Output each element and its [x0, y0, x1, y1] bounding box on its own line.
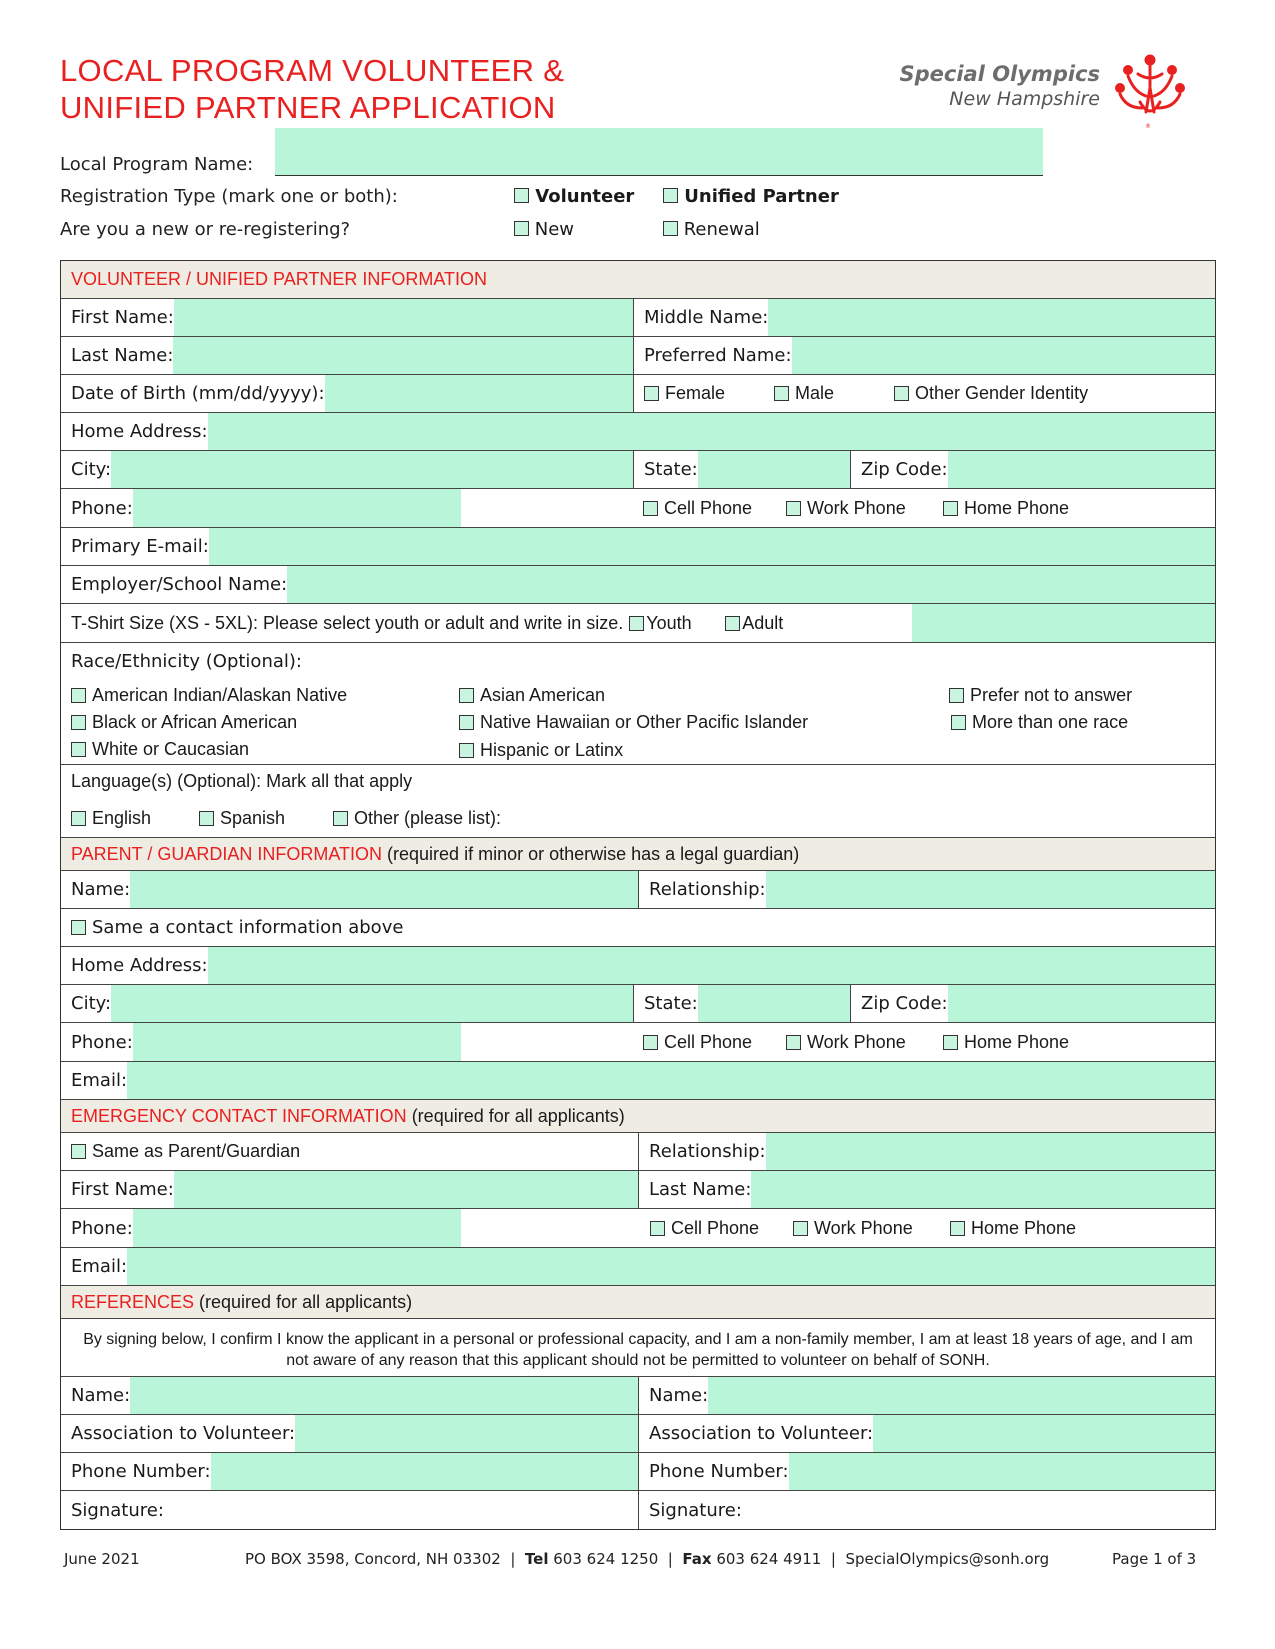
email-field[interactable]	[209, 528, 1215, 565]
home-address-field[interactable]	[208, 413, 1215, 450]
other-gender-option[interactable]: Other Gender Identity	[894, 383, 1088, 404]
language-english-checkbox[interactable]	[71, 811, 86, 826]
tshirt-label: T-Shirt Size (XS - 5XL): Please select youth or adult and write in size.	[71, 612, 624, 633]
race-american-indian[interactable]: American Indian/Alaskan Native	[71, 685, 347, 706]
reference1-phone-field[interactable]	[211, 1453, 638, 1490]
title-line-2: UNIFIED PARTNER APPLICATION	[60, 90, 556, 125]
email-cell: Primary E-mail:	[61, 528, 1215, 565]
female-checkbox[interactable]	[644, 386, 659, 401]
renewal-option[interactable]: Renewal	[663, 219, 760, 240]
home-address-cell: Home Address:	[61, 413, 1215, 450]
footer-date: June 2021	[64, 1550, 140, 1568]
guardian-email-row	[61, 1062, 1215, 1100]
adult-option[interactable]: Adult	[725, 613, 783, 634]
emergency-phone-field[interactable]	[133, 1209, 461, 1247]
race-more-than-one-checkbox[interactable]	[951, 715, 966, 730]
zip-field[interactable]	[948, 451, 1215, 488]
cell-phone-checkbox[interactable]	[643, 501, 658, 516]
home-phone-option[interactable]: Home Phone	[943, 498, 1069, 519]
guardian-same-cell	[61, 909, 1215, 946]
reference2-association-cell: Association to Volunteer:	[638, 1415, 1215, 1452]
reference1-signature-cell[interactable]: Signature:	[71, 1499, 164, 1521]
local-program-name-field[interactable]	[275, 128, 1043, 176]
application-form	[60, 260, 1216, 1530]
guardian-cell-phone-option[interactable]: Cell Phone	[643, 1032, 786, 1053]
name-row	[61, 299, 1215, 337]
male-option[interactable]: Male	[774, 383, 894, 404]
reference1-name-cell: Name:	[61, 1377, 638, 1414]
last-name-field[interactable]	[173, 337, 633, 374]
reference1-association-cell: Association to Volunteer:	[61, 1415, 638, 1452]
local-program-name-label: Local Program Name:	[60, 154, 254, 175]
emergency-relationship-cell: Relationship:	[638, 1133, 1215, 1170]
reference-association-row	[61, 1415, 1215, 1453]
emergency-email-row	[61, 1248, 1215, 1286]
guardian-home-phone-checkbox[interactable]	[943, 1035, 958, 1050]
reference2-name-cell: Name:	[638, 1377, 1215, 1414]
guardian-work-phone-checkbox[interactable]	[786, 1035, 801, 1050]
employer-field[interactable]	[287, 566, 1215, 603]
reference2-name-field[interactable]	[708, 1377, 1215, 1414]
guardian-same-option[interactable]: Same a contact information above	[71, 917, 403, 938]
references-note-row	[61, 1319, 1215, 1377]
reference-name-row	[61, 1377, 1215, 1415]
race-native-hawaiian[interactable]: Native Hawaiian or Other Pacific Islander	[459, 712, 808, 733]
guardian-name-cell: Name:	[61, 871, 638, 908]
male-checkbox[interactable]	[774, 386, 789, 401]
unified-partner-option[interactable]: Unified Partner	[663, 186, 839, 207]
guardian-phone-type-cell	[461, 1023, 1215, 1061]
middle-name-field[interactable]	[768, 299, 1215, 336]
reference2-phone-cell: Phone Number:	[638, 1453, 1215, 1490]
unified-partner-checkbox[interactable]	[663, 188, 678, 203]
guardian-cell-phone-checkbox[interactable]	[643, 1035, 658, 1050]
tshirt-size-field[interactable]	[912, 604, 1215, 642]
new-option[interactable]: New	[514, 219, 574, 240]
guardian-same-checkbox[interactable]	[71, 920, 86, 935]
reference1-phone-cell: Phone Number:	[61, 1453, 638, 1490]
language-other[interactable]: Other (please list):	[333, 808, 501, 829]
emergency-name-row	[61, 1171, 1215, 1209]
dob-cell: Date of Birth (mm/dd/yyyy):	[61, 375, 633, 412]
race-white[interactable]: White or Caucasian	[71, 739, 249, 760]
footer-page: Page 1 of 3	[1112, 1550, 1197, 1568]
tshirt-cell	[61, 604, 1215, 642]
race-hispanic-checkbox[interactable]	[459, 743, 474, 758]
emergency-section-header: EMERGENCY CONTACT INFORMATION (required for all applicants)	[61, 1100, 1215, 1133]
guardian-phone-cell: Phone:	[61, 1023, 461, 1061]
language-grid	[61, 765, 1215, 838]
language-other-checkbox[interactable]	[333, 811, 348, 826]
guardian-relationship-field[interactable]	[766, 871, 1215, 908]
guardian-address-field[interactable]	[208, 947, 1215, 984]
email-row	[61, 528, 1215, 566]
gender-cell	[633, 375, 1215, 412]
race-prefer-not-checkbox[interactable]	[949, 688, 964, 703]
volunteer-checkbox[interactable]	[514, 188, 529, 203]
guardian-email-cell: Email:	[61, 1062, 1215, 1099]
guardian-section-header: PARENT / GUARDIAN INFORMATION (required if minor or otherwise has a legal guardian)	[61, 838, 1215, 871]
cell-phone-option[interactable]: Cell Phone	[643, 498, 786, 519]
preferred-name-cell: Preferred Name:	[633, 337, 1215, 374]
reference1-name-field[interactable]	[130, 1377, 638, 1414]
guardian-name-field[interactable]	[130, 871, 638, 908]
emergency-phone-type-cell	[461, 1209, 1215, 1247]
svg-text:®: ®	[1145, 123, 1151, 130]
race-white-checkbox[interactable]	[71, 742, 86, 757]
preferred-name-field[interactable]	[792, 337, 1215, 374]
guardian-work-phone-option[interactable]: Work Phone	[786, 1032, 943, 1053]
reference-signature-row	[61, 1491, 1215, 1529]
first-name-cell: First Name:	[61, 299, 633, 336]
reference2-signature-cell[interactable]: Signature:	[638, 1491, 1215, 1529]
phone-field[interactable]	[133, 489, 461, 527]
adult-checkbox[interactable]	[725, 616, 740, 631]
emergency-home-phone-checkbox[interactable]	[950, 1221, 965, 1236]
guardian-email-field[interactable]	[127, 1062, 1215, 1099]
emergency-last-name-field[interactable]	[751, 1171, 1215, 1208]
state-field[interactable]	[698, 451, 850, 488]
work-phone-option[interactable]: Work Phone	[786, 498, 943, 519]
other-gender-checkbox[interactable]	[894, 386, 909, 401]
dob-gender-row	[61, 375, 1215, 413]
local-program-underline	[275, 175, 1043, 176]
emergency-same-cell	[61, 1133, 638, 1170]
new-or-renew-label: Are you a new or re-registering?	[60, 219, 351, 240]
race-grid	[61, 643, 1215, 765]
race-asian-checkbox[interactable]	[459, 688, 474, 703]
guardian-city-row	[61, 985, 1215, 1023]
language-row	[61, 765, 1215, 838]
race-hispanic[interactable]: Hispanic or Latinx	[459, 740, 623, 761]
home-phone-checkbox[interactable]	[943, 501, 958, 516]
special-olympics-emblem-icon	[1112, 52, 1188, 135]
logo-main-text: Special Olympics	[899, 62, 1100, 86]
emergency-same-checkbox[interactable]	[71, 1144, 86, 1159]
race-row	[61, 643, 1215, 765]
language-english[interactable]: English	[71, 808, 151, 829]
city-state-zip-row	[61, 451, 1215, 489]
zip-cell: Zip Code:	[850, 451, 1215, 488]
emergency-home-phone-option[interactable]: Home Phone	[950, 1218, 1076, 1239]
guardian-relationship-cell: Relationship:	[638, 871, 1215, 908]
emergency-first-name-field[interactable]	[174, 1171, 638, 1208]
phone-type-cell	[461, 489, 1215, 527]
work-phone-checkbox[interactable]	[786, 501, 801, 516]
race-black[interactable]: Black or African American	[71, 712, 297, 733]
guardian-state-field[interactable]	[698, 985, 850, 1022]
language-label: Language(s) (Optional): Mark all that apply	[71, 771, 413, 791]
emergency-phone-cell: Phone:	[61, 1209, 461, 1247]
state-cell: State:	[633, 451, 850, 488]
renewal-checkbox[interactable]	[663, 221, 678, 236]
emergency-relationship-row	[61, 1133, 1215, 1171]
guardian-zip-cell: Zip Code:	[850, 985, 1215, 1022]
guardian-address-cell: Home Address:	[61, 947, 1215, 984]
guardian-zip-field[interactable]	[948, 985, 1215, 1022]
volunteer-option[interactable]: Volunteer	[514, 186, 634, 207]
race-asian[interactable]: Asian American	[459, 685, 605, 706]
guardian-address-row	[61, 947, 1215, 985]
footer-contact: PO BOX 3598, Concord, NH 03302 | Tel 603 624 1250 | Fax 603 624 4911 | SpecialOlympics@sonh.org	[245, 1550, 1050, 1568]
logo-sub-text: New Hampshire	[949, 88, 1100, 110]
race-native-hawaiian-checkbox[interactable]	[459, 715, 474, 730]
reference2-association-field[interactable]	[873, 1415, 1215, 1452]
emergency-same-option[interactable]: Same as Parent/Guardian	[71, 1141, 300, 1162]
emergency-phone-row	[61, 1209, 1215, 1248]
employer-cell: Employer/School Name:	[61, 566, 1215, 603]
phone-cell: Phone:	[61, 489, 461, 527]
guardian-same-row	[61, 909, 1215, 947]
first-name-field[interactable]	[174, 299, 633, 336]
middle-name-cell: Middle Name:	[633, 299, 1215, 336]
footer-email-link[interactable]: SpecialOlympics@sonh.org	[845, 1550, 1050, 1568]
emergency-cell-phone-option[interactable]: Cell Phone	[650, 1218, 793, 1239]
phone-row	[61, 489, 1215, 528]
youth-checkbox[interactable]	[629, 616, 644, 631]
race-american-indian-checkbox[interactable]	[71, 688, 86, 703]
emergency-relationship-field[interactable]	[766, 1133, 1215, 1170]
reference2-phone-field[interactable]	[789, 1453, 1215, 1490]
emergency-work-phone-option[interactable]: Work Phone	[793, 1218, 950, 1239]
emergency-email-field[interactable]	[127, 1248, 1215, 1285]
guardian-state-cell: State:	[633, 985, 850, 1022]
city-cell: City:	[61, 451, 633, 488]
tshirt-row	[61, 604, 1215, 643]
guardian-phone-row	[61, 1023, 1215, 1062]
emergency-work-phone-checkbox[interactable]	[793, 1221, 808, 1236]
home-address-row	[61, 413, 1215, 451]
language-spanish-checkbox[interactable]	[199, 811, 214, 826]
guardian-city-field[interactable]	[111, 985, 633, 1022]
reference-phone-row	[61, 1453, 1215, 1491]
guardian-name-row	[61, 871, 1215, 909]
reference1-association-field[interactable]	[295, 1415, 638, 1452]
logo	[860, 62, 1100, 112]
language-spanish[interactable]: Spanish	[199, 808, 285, 829]
female-option[interactable]: Female	[644, 383, 774, 404]
last-name-cell: Last Name:	[61, 337, 633, 374]
employer-row	[61, 566, 1215, 604]
race-prefer-not[interactable]: Prefer not to answer	[949, 685, 1132, 706]
guardian-home-phone-option[interactable]: Home Phone	[943, 1032, 1069, 1053]
guardian-city-cell: City:	[61, 985, 633, 1022]
references-section-header: REFERENCES (required for all applicants)	[61, 1286, 1215, 1319]
race-more-than-one[interactable]: More than one race	[951, 712, 1128, 733]
race-black-checkbox[interactable]	[71, 715, 86, 730]
city-field[interactable]	[111, 451, 633, 488]
race-label: Race/Ethnicity (Optional):	[71, 651, 302, 672]
references-note: By signing below, I confirm I know the applicant in a personal or professional capacity, and I am a non-family member, I am at least 18 years of age, and I am not aware of any reason that this applicant should not be permitted to volunteer on behalf of SONH.	[83, 1331, 1193, 1369]
emergency-last-name-cell: Last Name:	[638, 1171, 1215, 1208]
volunteer-section-header: VOLUNTEER / UNIFIED PARTNER INFORMATION	[61, 261, 1215, 299]
youth-option[interactable]: Youth	[629, 613, 725, 634]
title-line-1: LOCAL PROGRAM VOLUNTEER &	[60, 53, 565, 88]
registration-type-label: Registration Type (mark one or both):	[60, 186, 398, 207]
form-title	[60, 52, 564, 126]
guardian-phone-field[interactable]	[133, 1023, 461, 1061]
new-checkbox[interactable]	[514, 221, 529, 236]
dob-field[interactable]	[325, 375, 633, 412]
emergency-email-cell: Email:	[61, 1248, 1215, 1285]
emergency-cell-phone-checkbox[interactable]	[650, 1221, 665, 1236]
emergency-first-name-cell: First Name:	[61, 1171, 638, 1208]
last-name-row	[61, 337, 1215, 375]
